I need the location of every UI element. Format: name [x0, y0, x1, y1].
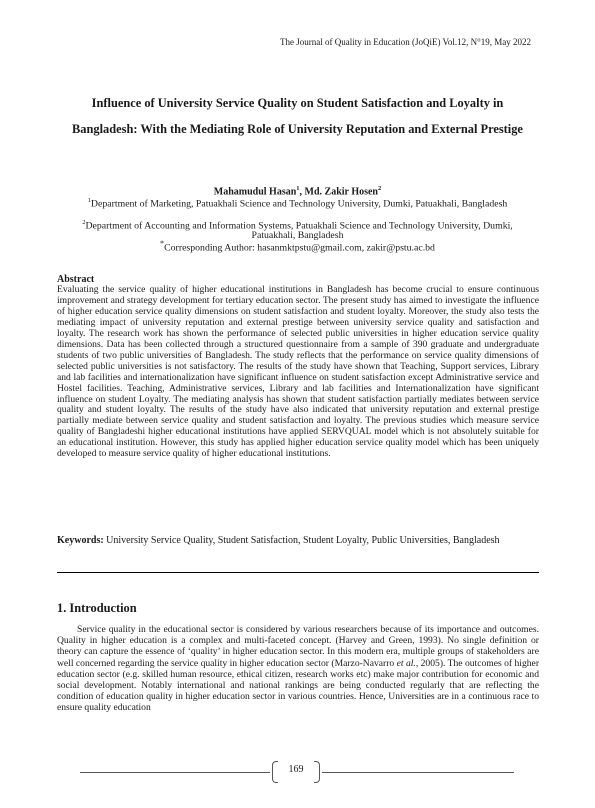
- journal-header: The Journal of Quality in Education (JoQiE) Vol.12, N°19, May 2022: [280, 37, 531, 47]
- page-number: 169: [288, 764, 304, 775]
- affiliation-1: [60, 196, 535, 209]
- paper-title: Influence of University Service Quality on Student Satisfaction and Loyalty in Bangladesh: With the Mediating Role of University Reputation and External Prestige: [72, 96, 523, 136]
- affiliation-1-sup: 1: [87, 197, 91, 204]
- section-heading-introduction: 1. Introduction: [57, 601, 137, 615]
- corresponding-sup: *: [160, 239, 165, 248]
- keywords-label: Keywords:: [57, 535, 104, 546]
- author-1-sup: 1: [296, 185, 300, 192]
- intro-text-part-1: Service quality in the educational sector is considered by various researchers because of its importance and outcomes. Quality in higher education is a complex and multi-faceted concept. (Harvey and Green, 1993). No single definition or theory can capture the essence of ‘quality’ in higher education sector. In this modern era, multiple groups of stakeholders are well concerned regarding the service quality in higher education sector (Marzo-Navarro: [57, 624, 539, 669]
- footer-rule-left: [80, 772, 270, 773]
- affiliation-2-text: Department of Accounting and Information Systems, Patuakhali Science and Technology University, Dumki, Patuakhali, Bangladesh: [85, 220, 513, 242]
- affiliation-2: [60, 218, 535, 241]
- introduction-paragraph: [57, 624, 539, 714]
- author-separator: ,: [299, 186, 305, 198]
- author-2-name: Md. Zakir Hosen: [304, 186, 378, 198]
- footer-bracket-right: [314, 761, 320, 783]
- author-2-sup: 2: [377, 185, 382, 192]
- corresponding-text: Corresponding Author: hasanmktpstu@gmail.com, zakir@pstu.ac.bd: [164, 242, 435, 254]
- intro-text-part-2: , 2005). The outcomes of higher education sector (e.g. skilled human resource, ethical citizen, research works etc) make major contribution for economic and social development. Notably international and national rankings are being conducted regularly that are reflecting the condition of education quality in higher education sector in various countries. Hence, Universities are in a continuous race to ensure quality education: [57, 657, 540, 714]
- keywords-text: University Service Quality, Student Satisfaction, Student Loyalty, Public Universities, Bangladesh: [106, 535, 500, 546]
- section-divider: [57, 572, 539, 573]
- footer-rule-right: [322, 772, 514, 773]
- affiliation-1-text: Department of Marketing, Patuakhali Science and Technology University, Dumki, Patuakhali, Bangladesh: [90, 198, 508, 210]
- corresponding-author: [60, 239, 535, 253]
- intro-text-italic: et al.: [396, 657, 416, 669]
- affiliation-2-sup: 2: [82, 219, 86, 226]
- keywords: [57, 535, 539, 546]
- abstract-body: Evaluating the service quality of higher educational institutions in Bangladesh has become crucial to ensure continuous improvement and strategy development for tertiary education sector. The present study has aimed to investigate the influence of higher education service quality dimensions on student satisfaction and student loyalty. Moreover, the study also tests the mediating impact of university reputation and external prestige between university service quality and satisfaction and loyalty. The research work has shown the performance of selected public universities in higher education service quality dimensions. Data has been collected through a structured questionnaire from a sample of 390 graduate and undergraduate students of two public universities of Bangladesh. The study reflects that the performance on service quality dimensions of selected public universities is not satisfactory. The results of the study have shown that Teaching, Support services, Library and lab facilities and internationalization have significant influence on student satisfaction except Administrative service and Hostel facilities. Teaching, Administrative services, Library and lab facilities and Internationalization have significant influence on student Loyalty. The mediating analysis has shown that student satisfaction partially mediates between service quality and student loyalty. The results of the study have also indicated that university reputation and external prestige partially mediate between service quality and student satisfaction and loyalty. The previous studies which measure service quality of Bangladeshi higher educational institutions have applied SERVQUAL model which is not absolutely suitable for an educational institution. However, this study has applied higher education service quality model which has been uniquely developed to measure service quality of higher educational institutions.: [57, 284, 539, 460]
- author-1-name: Mahamudul Hasan: [213, 186, 297, 198]
- abstract-heading: Abstract: [57, 274, 95, 285]
